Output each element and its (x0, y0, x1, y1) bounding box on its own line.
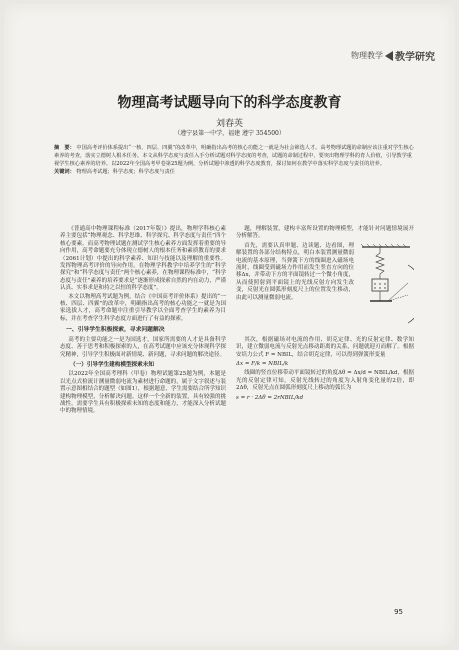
paragraph: 高考的主要功能之一是为国选才，国家所需要的人才是具备科学态度、善于思考和积极探索的人，在高考试题中应该充分体现科学探究精神，引导学生积极面对新情境、新问题，寻求问题的解决途径。 (60, 336, 226, 358)
coil (372, 279, 388, 291)
affiliation: （遵宁县第一中学，福建 遵宁 354500） (174, 130, 285, 137)
abstract (54, 144, 415, 176)
abstract-text: 中国高考评价体系提出“一核、四层、四翼”的改革中，明确指出高考的核心功能之一就是为社会筛选人才。高考物理试题的命制应该注重对学生核心素养的考查，落实立德树人根本任务。本文从科学态度与责任入手分析试题对科学态度的考查，试题的命制过程中，要突出物理学科的育人价值，引导教学重视学生核心素养的培养。以2022年全国高考甲卷第25题为例，分析试题中渗透的科学态度教育，探讨如何在教学中落实科学态度与责任的培养。 (54, 145, 414, 167)
paragraph: 首先，需要认真审题、边读题、边看图，理解装置的各部分结构特点，明白本装置测量微弱电流的基本原理，当弹簧下方的线圈进入磁场电流时，线圈受到磁场力作用而发生竖直方向的位移Δx，并带动下方的平面镜转过一个微小角度，从而使照射到平面镜上的光线反射方向发生改变，反射光在圆弧形刻度尺上的位置发生移动，由此可以测量微弱电流。 (236, 242, 354, 301)
paragraph: 《普通高中物理课程标准（2017年版）》提出，物理学科核心素养主要包括“物理观念、科学思维、科学探究、科学态度与责任”四个核心要素。而高考物理试题在测试学生核心素养方面发挥着重要的导向作用，高考命题要充分体现立德树人的根本任务和素质教育的要求（2061计划）中提出的科学素养、知识与技能以及理解的重要性。发挥物理高考评价的导向作用，在物理学科教学中培养学生的“科学探究”和“科学态度与责任”两个核心素养，在物理课程标准中，“科学态度与责任”素养的培养要求是“逐渐形成探索自然的内在动力，严谨认真、实事求是和持之以恒的科学态度”。 (60, 226, 226, 292)
page (4, 4, 455, 646)
formula: s = r · 2Δθ = 2rNBIL/kd (236, 394, 304, 401)
keywords-block (54, 168, 415, 176)
column-left-label: 物理教学 (351, 51, 383, 60)
column-header (351, 48, 435, 63)
formula: Δx = F/k = NBIL/k (236, 361, 289, 368)
left-column (60, 226, 226, 417)
paragraph: 以2022年全国高考理科（甲卷）物理试题第25题为例，本题是以光点式检流计测量微弱电流为素材进行命题的，属于文字叙述与装置示意图相结合的题型（如图1），根据题意，学生需要结合所学知识建构物理模型，分析解决问题。这样一个全新的装置，具有较强的挑战性，需要学生具有积极探索未知的态度和能力，才能深入分析试题中的物理情境。 (60, 371, 226, 415)
scale-arc (408, 265, 414, 323)
subsection-heading: （一）引导学生建构模型探索未知 (70, 361, 154, 368)
page-number: 95 (394, 608, 403, 616)
paragraph: 其次，根据磁场对电流的作用、胡克定律、光的反射定律、数学知识，建立微弱电流与反射光点移动距离的关系，问题就迎刃而解了。根据安培力公式 F = NBIL，结合胡克定律，可以得到弹簧形变量 (236, 336, 414, 358)
apparatus-diagram (358, 243, 414, 335)
section-heading: 一、引导学生积极探索，寻求问题解决 (66, 327, 165, 334)
article-title: 物理高考试题导向下的科学态度教育 (117, 95, 342, 111)
keywords-tag: 关键词： (54, 169, 75, 175)
column-main-label: 教学研究 (395, 52, 435, 63)
paragraph: 本文以物理高考试题为例，结合《中国高考评价体系》提出的“一核、四层、四翼”的改革中，明确指出高考的核心功能之一就是为国家选拔人才，高考命题中注重引导教学以全面考查学生的素养为目标，并在考查学生科学态度方面进行了有益的探索。 (60, 293, 226, 322)
author: 刘春英 (215, 119, 243, 129)
paragraph: 线圈的竖直位移带动平面镜转过的角度Δθ = Δx/d = NBIL/kd，根据光的反射定律可知，反射光线转过的角度为入射角变化量的2倍，即2Δθ，反射光点在圆弧形刻度尺上移动的弧长为 (236, 370, 414, 392)
light-ray (388, 283, 408, 301)
keywords-text: 物理高考试题；科学态度；科学态度与责任 (76, 169, 175, 175)
figure-block (236, 243, 414, 335)
paragraph: 题，理解装置，建构丰富所设置的物理模型，才能针对问题情境展开分析解答。 (236, 226, 414, 240)
arrow-left-icon (385, 51, 393, 61)
figure-side-text (236, 243, 354, 335)
right-column (236, 226, 414, 404)
magnetic-field-marks (374, 283, 385, 288)
abstract-block (54, 144, 415, 168)
abstract-tag: 摘 要： (54, 145, 75, 151)
spring (376, 247, 384, 279)
